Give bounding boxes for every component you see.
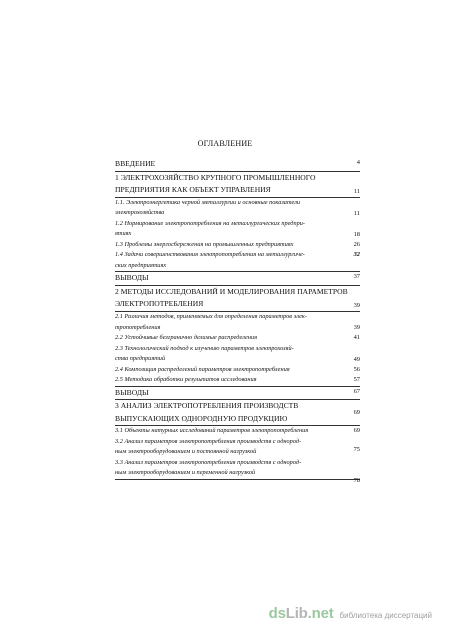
toc-entry-line: 1.4 Задачи совершенствования электропотребления на металлургиче- <box>115 251 305 259</box>
toc-page-number: 18 <box>353 230 360 238</box>
toc-entry-text <box>115 365 360 376</box>
toc-entry <box>115 250 360 272</box>
toc-entry-text <box>115 198 360 219</box>
toc-entry <box>115 458 360 484</box>
toc-entry-line: 3.1 Объекты натурных исследований параметров электропотребления <box>115 427 309 435</box>
toc-entry <box>115 426 360 437</box>
toc-entry <box>115 387 360 401</box>
toc-entry-line: 1 ЭЛЕКТРОХОЗЯЙСТВО КРУПНОГО ПРОМЫШЛЕННОГО <box>115 172 316 182</box>
watermark <box>269 605 432 622</box>
toc-title: ОГЛАВЛЕНИЕ <box>197 139 253 148</box>
toc-page-number: 37 <box>353 273 360 281</box>
toc-entry-line: 2.4 Композиция распределений параметров электропотребления <box>115 365 290 373</box>
toc-entry-line: ства предприятий <box>115 355 166 363</box>
toc-entry-line: ятиях <box>115 230 132 238</box>
toc-page-number: 56 <box>353 365 360 373</box>
toc-page-number: 4 <box>356 159 360 166</box>
toc-page-number: 11 <box>353 187 360 195</box>
toc-entry <box>115 333 360 344</box>
toc-entry-line: ВЫВОДЫ <box>115 273 149 283</box>
toc-entry-text <box>115 286 360 311</box>
toc-entry-text <box>115 219 360 240</box>
toc-entry-line: 2.5 Методика обработки результатов исследования <box>115 376 257 384</box>
toc-entry-text <box>115 172 360 197</box>
toc-entry-line: 3 АНАЛИЗ ЭЛЕКТРОПОТРЕБЛЕНИЯ ПРОИЗВОДСТВ <box>115 401 299 411</box>
toc-entry-line: ВЫВОДЫ <box>115 387 149 397</box>
logo-lib: Lib <box>285 605 308 622</box>
watermark-tagline: библиотека диссертаций <box>339 611 432 620</box>
toc-entry-text <box>115 387 360 400</box>
toc-entry-line: ным электрооборудованием и постоянной нагрузкой <box>115 448 257 456</box>
toc-entry-line: ЭЛЕКТРОПОТРЕБЛЕНИЯ <box>115 299 204 309</box>
toc-entry-line: 1.2 Нормирование электропотребления на металлургических предпри- <box>115 219 305 227</box>
toc-entry <box>115 272 360 286</box>
toc-entry <box>115 400 360 426</box>
toc-entry-line: 2.2 Устойчивые безгранично делимые распределения <box>115 334 258 342</box>
toc-entry <box>115 344 360 365</box>
toc-page-number: 67 <box>353 387 360 395</box>
toc-page-number: 49 <box>353 355 360 363</box>
toc-entry-text <box>115 240 360 251</box>
toc-entry-text <box>115 250 360 271</box>
toc-entry-line: 1.3 Проблемы энергосбережения на промышленных предприятиях <box>115 240 294 248</box>
toc-entry <box>115 240 360 251</box>
toc-entry-text <box>115 458 360 479</box>
toc-page-number: 39 <box>353 301 360 309</box>
toc-entry-text <box>115 344 360 365</box>
toc-entry-line: электрохозяйства <box>115 209 165 217</box>
toc-entry <box>115 286 360 312</box>
toc-entry <box>115 172 360 198</box>
toc-entry <box>115 437 360 458</box>
toc-entry-text <box>115 272 360 285</box>
toc-entry-text <box>115 312 360 333</box>
toc-entry <box>115 198 360 219</box>
toc-entry-line: 2 МЕТОДЫ ИССЛЕДОВАНИЙ И МОДЕЛИРОВАНИЯ ПАРАМЕТРОВ <box>115 286 348 296</box>
toc-page-number: 39 <box>353 324 360 332</box>
toc-page-number: 78 <box>353 476 360 484</box>
toc-entry-text <box>115 437 360 458</box>
toc-entry-line: 3.2 Анализ параметров электропотребления производств с однород- <box>115 437 302 445</box>
toc-entry <box>115 365 360 376</box>
toc-entry-line: ВЫПУСКАЮЩИХ ОДНОРОДНУЮ ПРОДУКЦИЮ <box>115 413 288 423</box>
toc-page-number: 75 <box>353 445 360 453</box>
toc-page-number: 41 <box>353 334 360 342</box>
toc-page-number: 69 <box>353 409 360 417</box>
toc-entry-text <box>115 333 360 344</box>
logo-net: .net <box>307 605 334 622</box>
toc-entry <box>115 219 360 240</box>
logo-ds: ds <box>268 605 286 622</box>
table-of-contents <box>115 158 360 484</box>
toc-page-number: 32 <box>353 251 360 259</box>
toc-page-number: 11 <box>353 209 360 217</box>
toc-page-number: 26 <box>353 240 360 248</box>
toc-entry-text <box>115 400 360 425</box>
dslib-logo <box>269 605 334 622</box>
toc-entry-line: ских предприятиях <box>115 261 167 269</box>
toc-entry <box>115 312 360 333</box>
toc-entry-line: ным электрооборудованием и переменной нагрузкой <box>115 469 256 477</box>
toc-entry-line: ВВЕДЕНИЕ <box>115 159 156 168</box>
toc-entry <box>115 158 360 172</box>
toc-entry-text <box>115 426 360 437</box>
toc-entry-line: 1.1. Электроэнергетика черной металлургии и основные показатели <box>115 198 301 206</box>
toc-entry-line: ПРЕДПРИЯТИЯ КАК ОБЪЕКТ УПРАВЛЕНИЯ <box>115 185 271 195</box>
toc-entry-line: тропотребления <box>115 323 161 331</box>
toc-entry-line: 2.1 Различия методов, применяемых для определения параметров элек- <box>115 313 307 321</box>
toc-entry-line: 3.3 Анализ параметров электропотребления производств с однород- <box>115 458 302 466</box>
toc-entry-text <box>115 375 360 386</box>
toc-page-number: 69 <box>353 427 360 435</box>
toc-page-number: 57 <box>353 376 360 384</box>
toc-entry-line: 2.3 Технологический подход к изучению параметров электрохозяй- <box>115 344 294 352</box>
toc-entry <box>115 375 360 387</box>
toc-entry-text <box>115 158 360 171</box>
